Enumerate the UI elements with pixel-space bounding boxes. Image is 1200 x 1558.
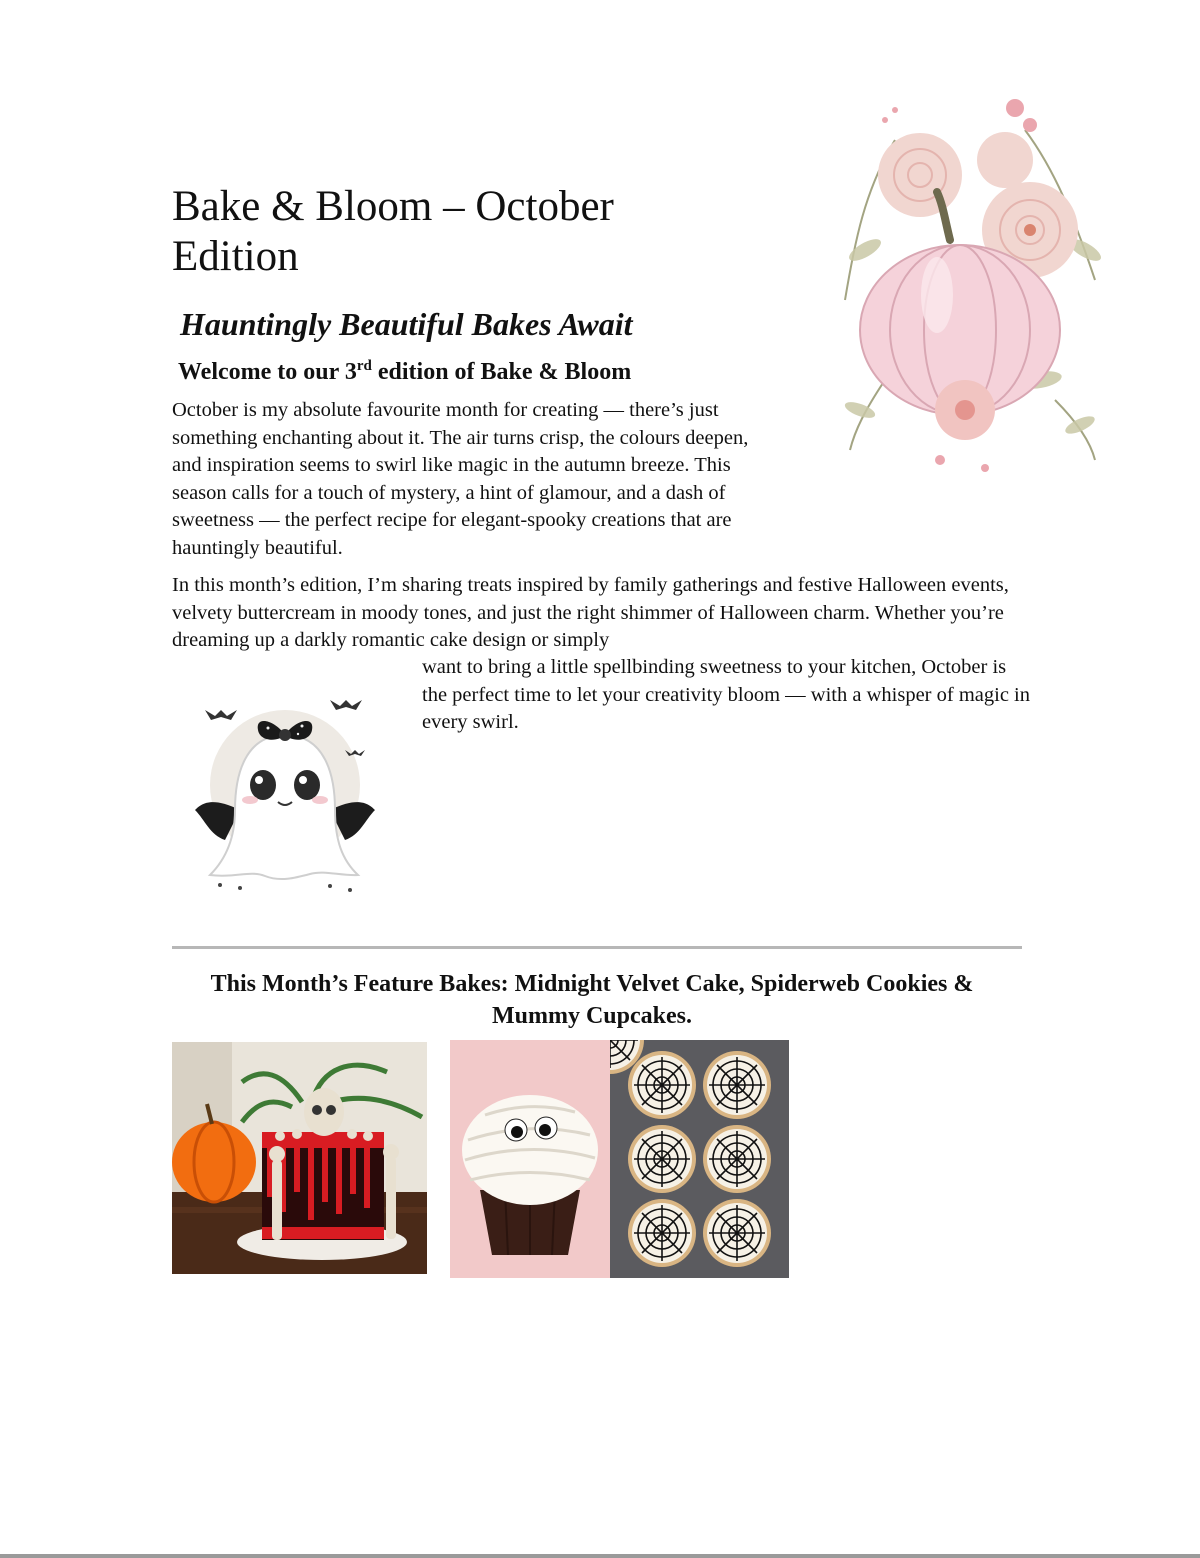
intro-paragraph: October is my absolute favourite month for creating — there’s just something enchanting about it. The air turns crisp, the colours deepen, and inspiration seems to swirl like magic in the autumn breeze. This season calls for a touch of mystery, a hint of glamour, and a dash of sweetness — the perfect recipe for elegant-spooky creations that are hauntingly beautiful. xyxy=(172,399,749,559)
spiderweb-cookies-photo xyxy=(610,1040,789,1278)
welcome-superscript: rd xyxy=(356,358,372,374)
newsletter-subtitle: Hauntingly Beautiful Bakes Await xyxy=(180,306,633,342)
welcome-heading xyxy=(178,356,631,388)
edition-paragraph: In this month’s edition, I’m sharing treats inspired by family gatherings and festive Halloween events, velvety buttercream in moody tones, and just the right shimmer of Halloween charm. Whether you’re dreaming up a darkly romantic cake design or simply xyxy=(172,574,1009,651)
ghost-with-bow-illustration xyxy=(180,690,390,900)
pink-pumpkin-floral-illustration xyxy=(825,80,1115,480)
welcome-suffix: edition of Bake & Bloom xyxy=(371,359,632,385)
newsletter-title: Bake & Bloom – October Edition xyxy=(172,183,614,280)
mummy-cupcake-photo xyxy=(450,1040,610,1278)
edition-paragraph-continued: want to bring a little spellbinding sweetness to your kitchen, October is the perfect time to let your creativity bloom — with a whisper of magic in every swirl. xyxy=(422,656,1030,733)
page-bottom-edge xyxy=(0,1554,1200,1558)
feature-bakes-heading: This Month’s Feature Bakes: Midnight Velvet Cake, Spiderweb Cookies & Mummy Cupcakes. xyxy=(210,971,974,1029)
skeleton-drip-cake-photo xyxy=(172,1042,427,1274)
section-divider xyxy=(172,946,1022,949)
welcome-prefix: Welcome to our 3 xyxy=(178,359,357,385)
